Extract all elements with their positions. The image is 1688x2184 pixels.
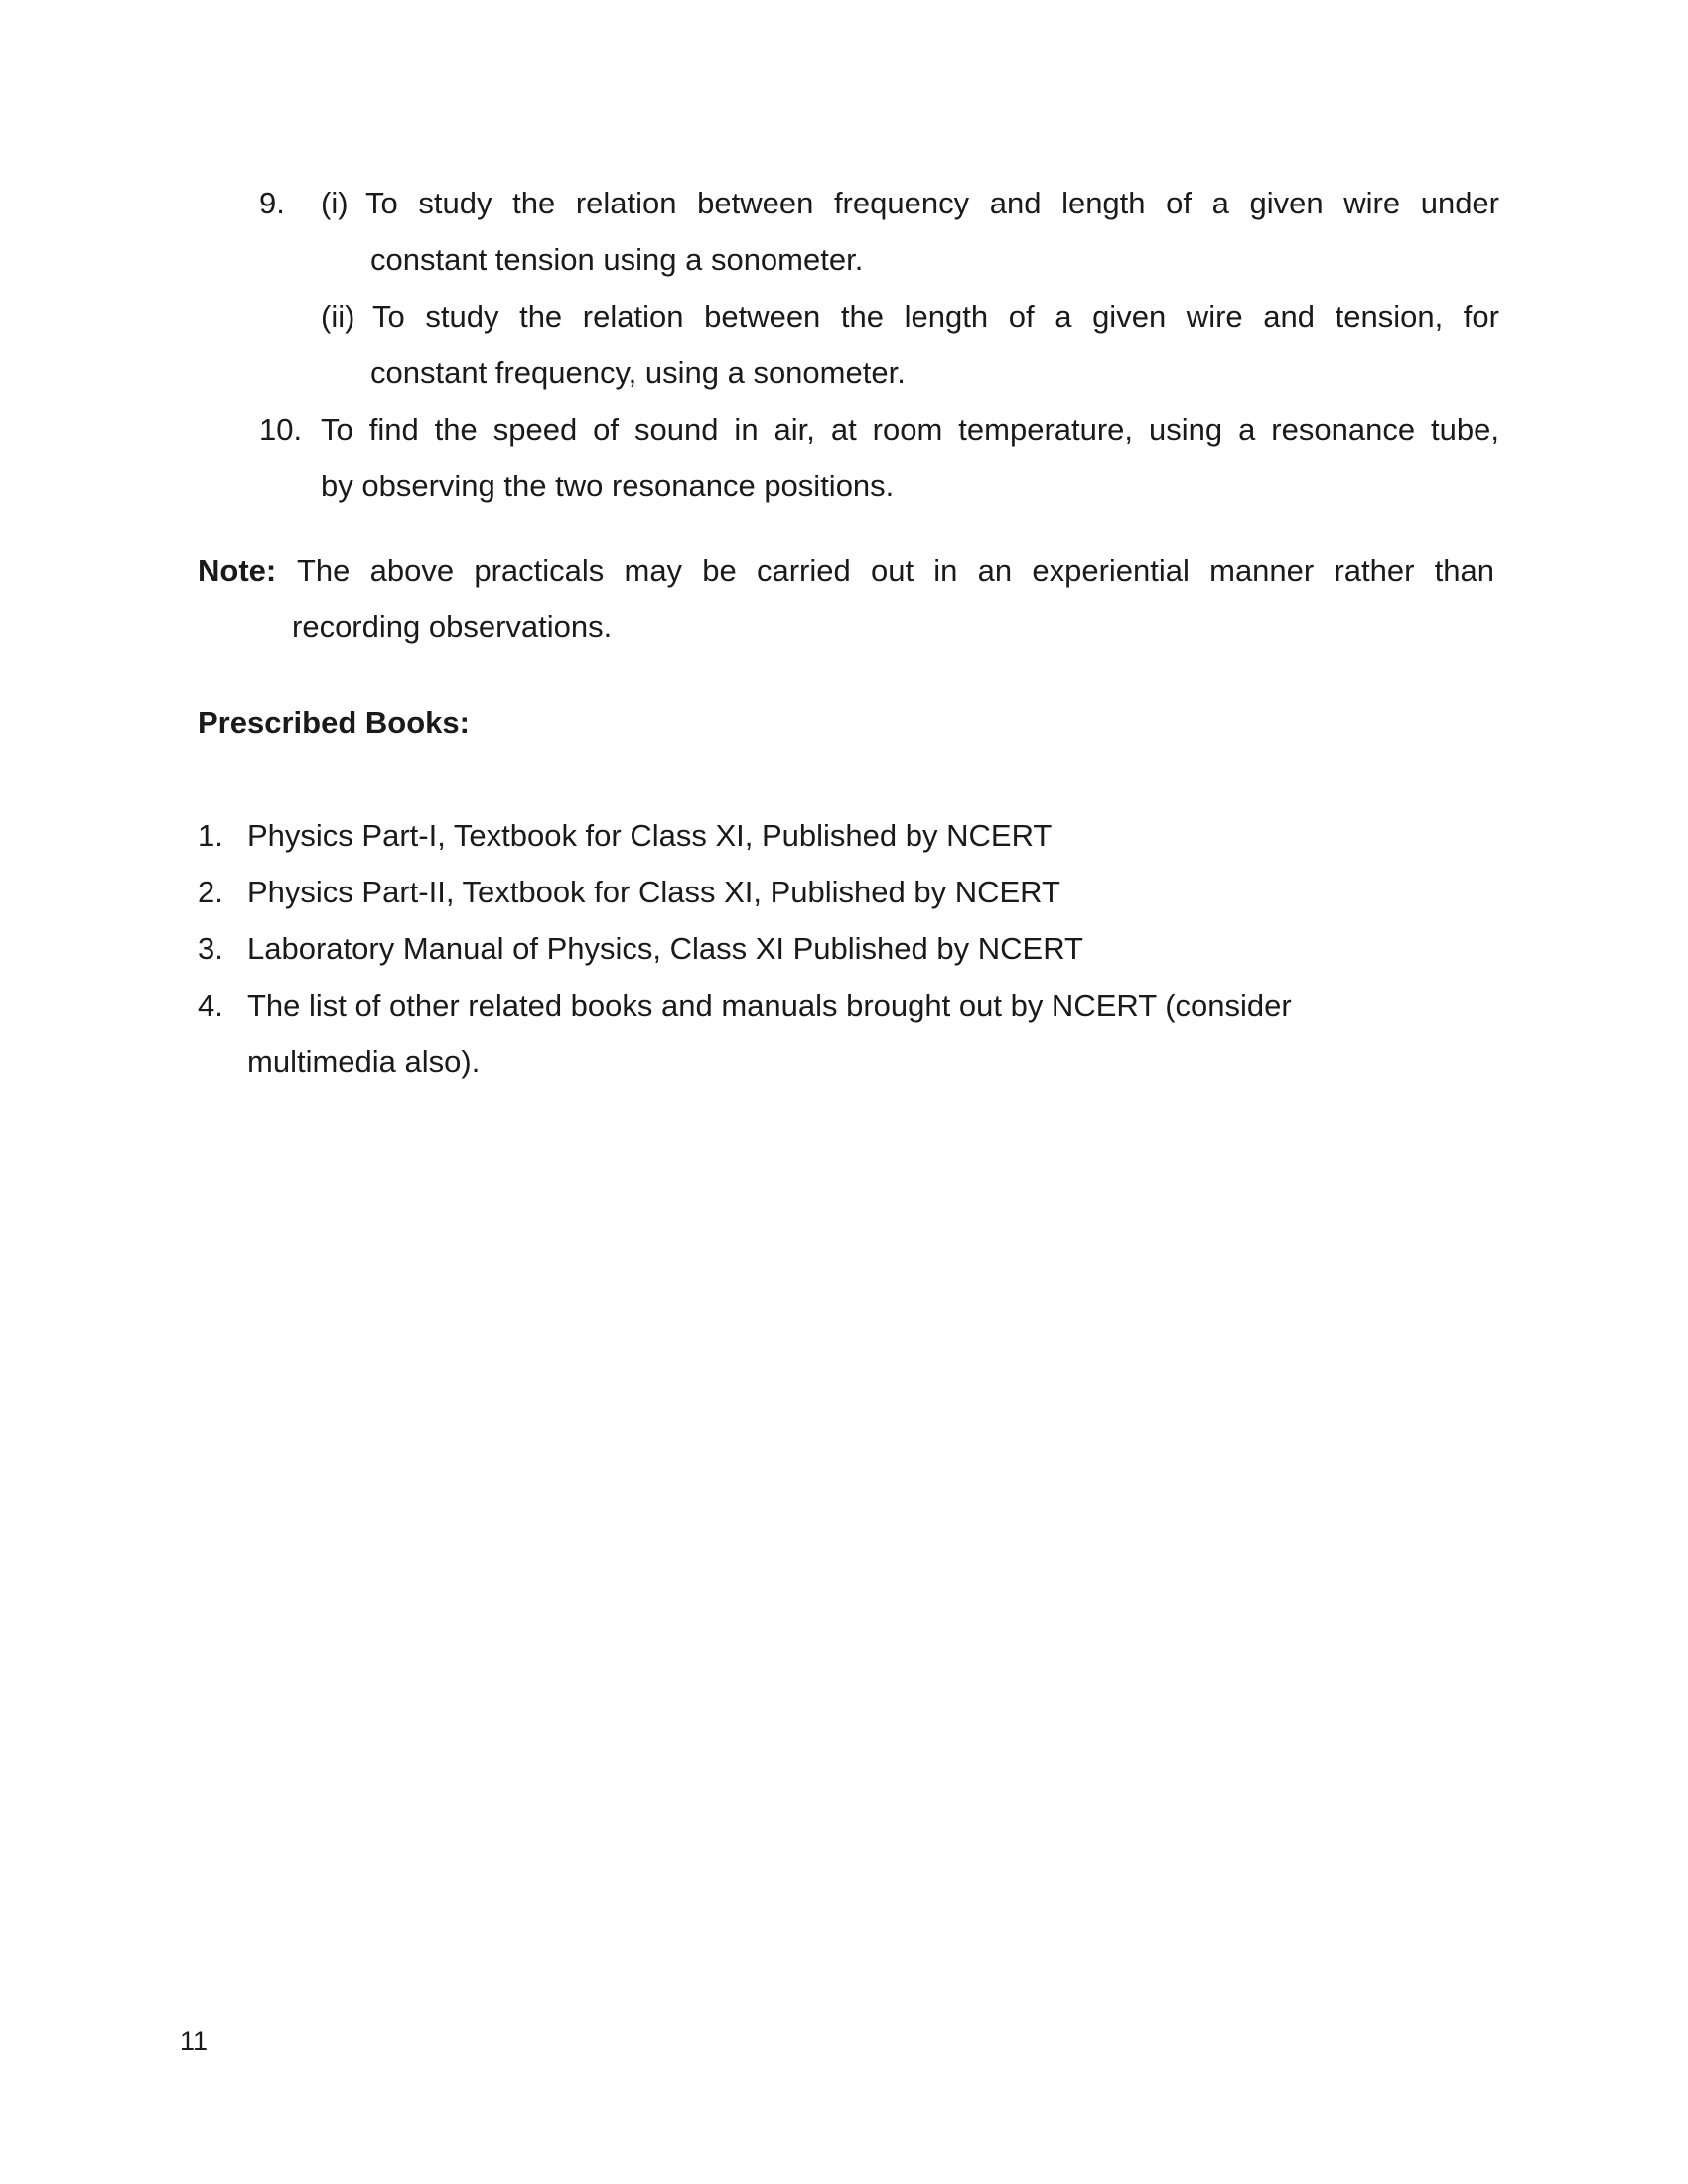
prescribed-books-heading: Prescribed Books: — [198, 705, 470, 740]
book-3-text: Laboratory Manual of Physics, Class XI Published by NCERT — [247, 931, 1083, 966]
experiment-9-part-i-label: (i) — [321, 186, 349, 220]
book-4-text-line2: multimedia also). — [247, 1044, 481, 1079]
note-line1: The above practicals may be carried out in an experiential manner rather than — [297, 553, 1494, 588]
note-label: Note: — [198, 553, 277, 588]
book-1-number: 1. — [198, 818, 223, 853]
book-3-number: 3. — [198, 931, 223, 966]
experiment-9-part-i-line2: constant tension using a sonometer. — [370, 242, 864, 277]
book-2-text: Physics Part-II, Textbook for Class XI, Published by NCERT — [247, 875, 1060, 909]
experiment-9-number: 9. — [259, 186, 285, 220]
book-2-number: 2. — [198, 875, 223, 909]
experiment-9-part-i-line1: To study the relation between frequency and length of a given wire under — [365, 186, 1499, 220]
experiment-10-number: 10. — [259, 412, 303, 447]
book-4-text-line1: The list of other related books and manuals brought out by NCERT (consider — [247, 988, 1292, 1023]
experiment-9-part-ii-label: (ii) — [321, 299, 355, 334]
book-4-number: 4. — [198, 988, 223, 1023]
experiment-9-part-ii-line2: constant frequency, using a sonometer. — [370, 355, 906, 390]
page-number: 11 — [180, 2026, 209, 2056]
experiment-10-line2: by observing the two resonance positions. — [321, 469, 895, 503]
note-line2: recording observations. — [292, 610, 613, 644]
experiment-9-part-ii-line1: To study the relation between the length of a given wire and tension, for — [372, 299, 1499, 334]
book-1-text: Physics Part-I, Textbook for Class XI, Published by NCERT — [247, 818, 1053, 853]
experiment-10-line1: To find the speed of sound in air, at room temperature, using a resonance tube, — [321, 412, 1499, 447]
